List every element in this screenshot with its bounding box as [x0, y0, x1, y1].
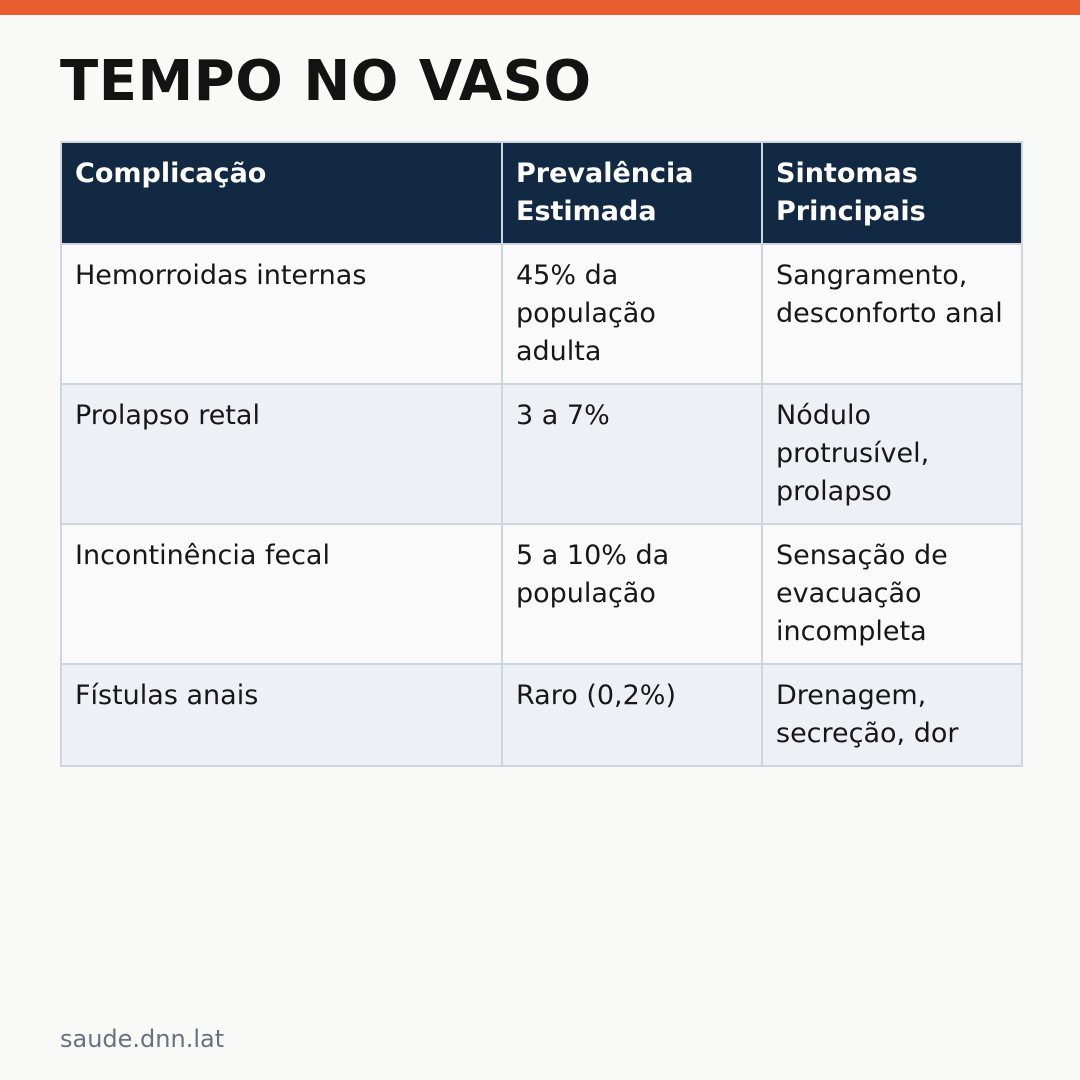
cell-symptoms: Sensação de evacuação incompleta [762, 524, 1022, 664]
cell-complication: Fístulas anais [61, 664, 502, 766]
complications-table [60, 141, 1023, 767]
cell-complication: Incontinência fecal [61, 524, 502, 664]
cell-complication: Prolapso retal [61, 384, 502, 524]
cell-complication: Hemorroidas internas [61, 244, 502, 384]
cell-symptoms: Drenagem, secreção, dor [762, 664, 1022, 766]
column-header-symptoms: Sintomas Principais [762, 142, 1022, 244]
cell-symptoms: Nódulo protrusível, prolapso [762, 384, 1022, 524]
column-header-prevalence: Prevalência Estimada [502, 142, 762, 244]
cell-prevalence: 45% da população adulta [502, 244, 762, 384]
cell-prevalence: Raro (0,2%) [502, 664, 762, 766]
table-row [61, 664, 1022, 766]
page-title: TEMPO NO VASO [60, 49, 592, 114]
cell-symptoms: Sangramento, desconforto anal [762, 244, 1022, 384]
cell-prevalence: 5 a 10% da população [502, 524, 762, 664]
table-row [61, 384, 1022, 524]
table-row [61, 244, 1022, 384]
table-row [61, 524, 1022, 664]
table-header-row [61, 142, 1022, 244]
footer-source: saude.dnn.lat [60, 1025, 225, 1053]
column-header-complication: Complicação [61, 142, 502, 244]
cell-prevalence: 3 a 7% [502, 384, 762, 524]
accent-top-bar [0, 0, 1080, 15]
